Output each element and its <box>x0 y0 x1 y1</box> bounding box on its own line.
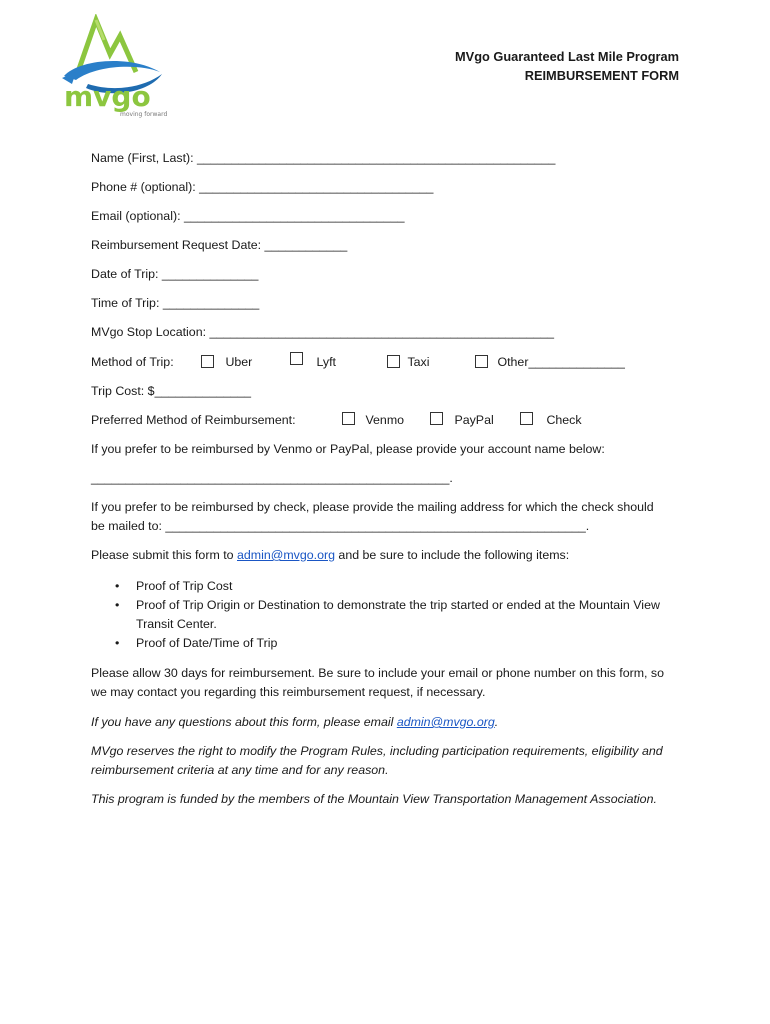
uber-option[interactable] <box>201 355 252 369</box>
submit-text: Please submit this form to <box>91 548 237 562</box>
taxi-checkbox[interactable] <box>387 355 400 368</box>
email-field[interactable]: Email (optional): ________________________________ <box>91 209 405 223</box>
svg-text:moving forward: moving forward <box>120 111 168 118</box>
check-checkbox[interactable] <box>520 412 533 425</box>
check-option[interactable] <box>520 412 582 426</box>
other-label: Other______________ <box>497 355 625 369</box>
request-date-field[interactable]: Reimbursement Request Date: ____________ <box>91 238 348 252</box>
list-item: • Proof of Date/Time of Trip <box>91 634 681 653</box>
questions-email-link[interactable]: admin@mvgo.org <box>396 715 495 729</box>
questions-note <box>91 713 681 732</box>
list-item: • Proof of Trip Cost <box>91 577 681 596</box>
trip-time-field[interactable]: Time of Trip: ______________ <box>91 296 260 310</box>
questions-text-end: . <box>494 715 499 729</box>
venmo-checkbox[interactable] <box>342 412 355 425</box>
uber-checkbox[interactable] <box>201 355 214 368</box>
name-field[interactable]: Name (First, Last): ____________________________________________________ <box>91 151 556 165</box>
other-option[interactable] <box>475 355 625 369</box>
taxi-option[interactable] <box>387 355 430 369</box>
venmo-account-line[interactable]: ____________________________________________________. <box>91 471 453 485</box>
required-items-list <box>91 577 681 653</box>
form-title <box>455 47 679 85</box>
taxi-label: Taxi <box>407 355 430 369</box>
venmo-instructions: If you prefer to be reimbursed by Venmo or PayPal, please provide your account name below: <box>91 442 605 456</box>
rights-note: MVgo reserves the right to modify the Program Rules, including participation requirements, eligibility and reimbursement criteria at any time and for any reason. <box>91 744 663 777</box>
program-name: MVgo Guaranteed Last Mile Program <box>455 49 679 64</box>
venmo-label: Venmo <box>365 413 405 427</box>
submit-email-link[interactable]: admin@mvgo.org <box>237 548 335 562</box>
check-instructions: If you prefer to be reimbursed by check, please provide the mailing address for which the check should <box>91 500 654 514</box>
questions-text: If you have any questions about this form, please email <box>91 715 397 729</box>
funding-note: This program is funded by the members of the Mountain View Transportation Management Association. <box>91 792 657 806</box>
method-of-trip-label: Method of Trip: <box>91 355 174 369</box>
list-item: • Proof of Trip Origin or Destination to demonstrate the trip started or ended at the Mountain View Transit Center. <box>91 596 681 634</box>
mailing-address-line[interactable]: be mailed to: _____________________________________________________________. <box>91 519 590 533</box>
stop-location-field[interactable]: MVgo Stop Location: __________________________________________________ <box>91 325 555 339</box>
paypal-option[interactable] <box>430 412 494 426</box>
lyft-checkbox[interactable] <box>290 352 303 365</box>
form-name: REIMBURSEMENT FORM <box>524 68 679 83</box>
reimbursement-label: Preferred Method of Reimbursement: <box>91 413 296 427</box>
trip-cost-field[interactable]: Trip Cost: $______________ <box>91 384 252 398</box>
check-label: Check <box>546 413 582 427</box>
mvgo-logo <box>58 14 168 118</box>
paypal-checkbox[interactable] <box>430 412 443 425</box>
submit-text-end: and be sure to include the following items: <box>334 548 570 562</box>
processing-note: Please allow 30 days for reimbursement. Be sure to include your email or phone number on this form, so we may contact you regarding this reimbursement request, if necessary. <box>91 666 665 699</box>
trip-date-field[interactable]: Date of Trip: ______________ <box>91 267 259 281</box>
phone-field[interactable]: Phone # (optional): __________________________________ <box>91 180 434 194</box>
lyft-option[interactable] <box>290 352 336 369</box>
other-checkbox[interactable] <box>475 355 488 368</box>
lyft-label: Lyft <box>316 355 336 369</box>
mountain-swoosh-icon <box>58 14 168 118</box>
uber-label: Uber <box>225 355 253 369</box>
submit-instructions <box>91 548 569 562</box>
svg-text:mvgo: mvgo <box>64 80 151 113</box>
venmo-option[interactable] <box>342 412 404 426</box>
paypal-label: PayPal <box>454 413 494 427</box>
